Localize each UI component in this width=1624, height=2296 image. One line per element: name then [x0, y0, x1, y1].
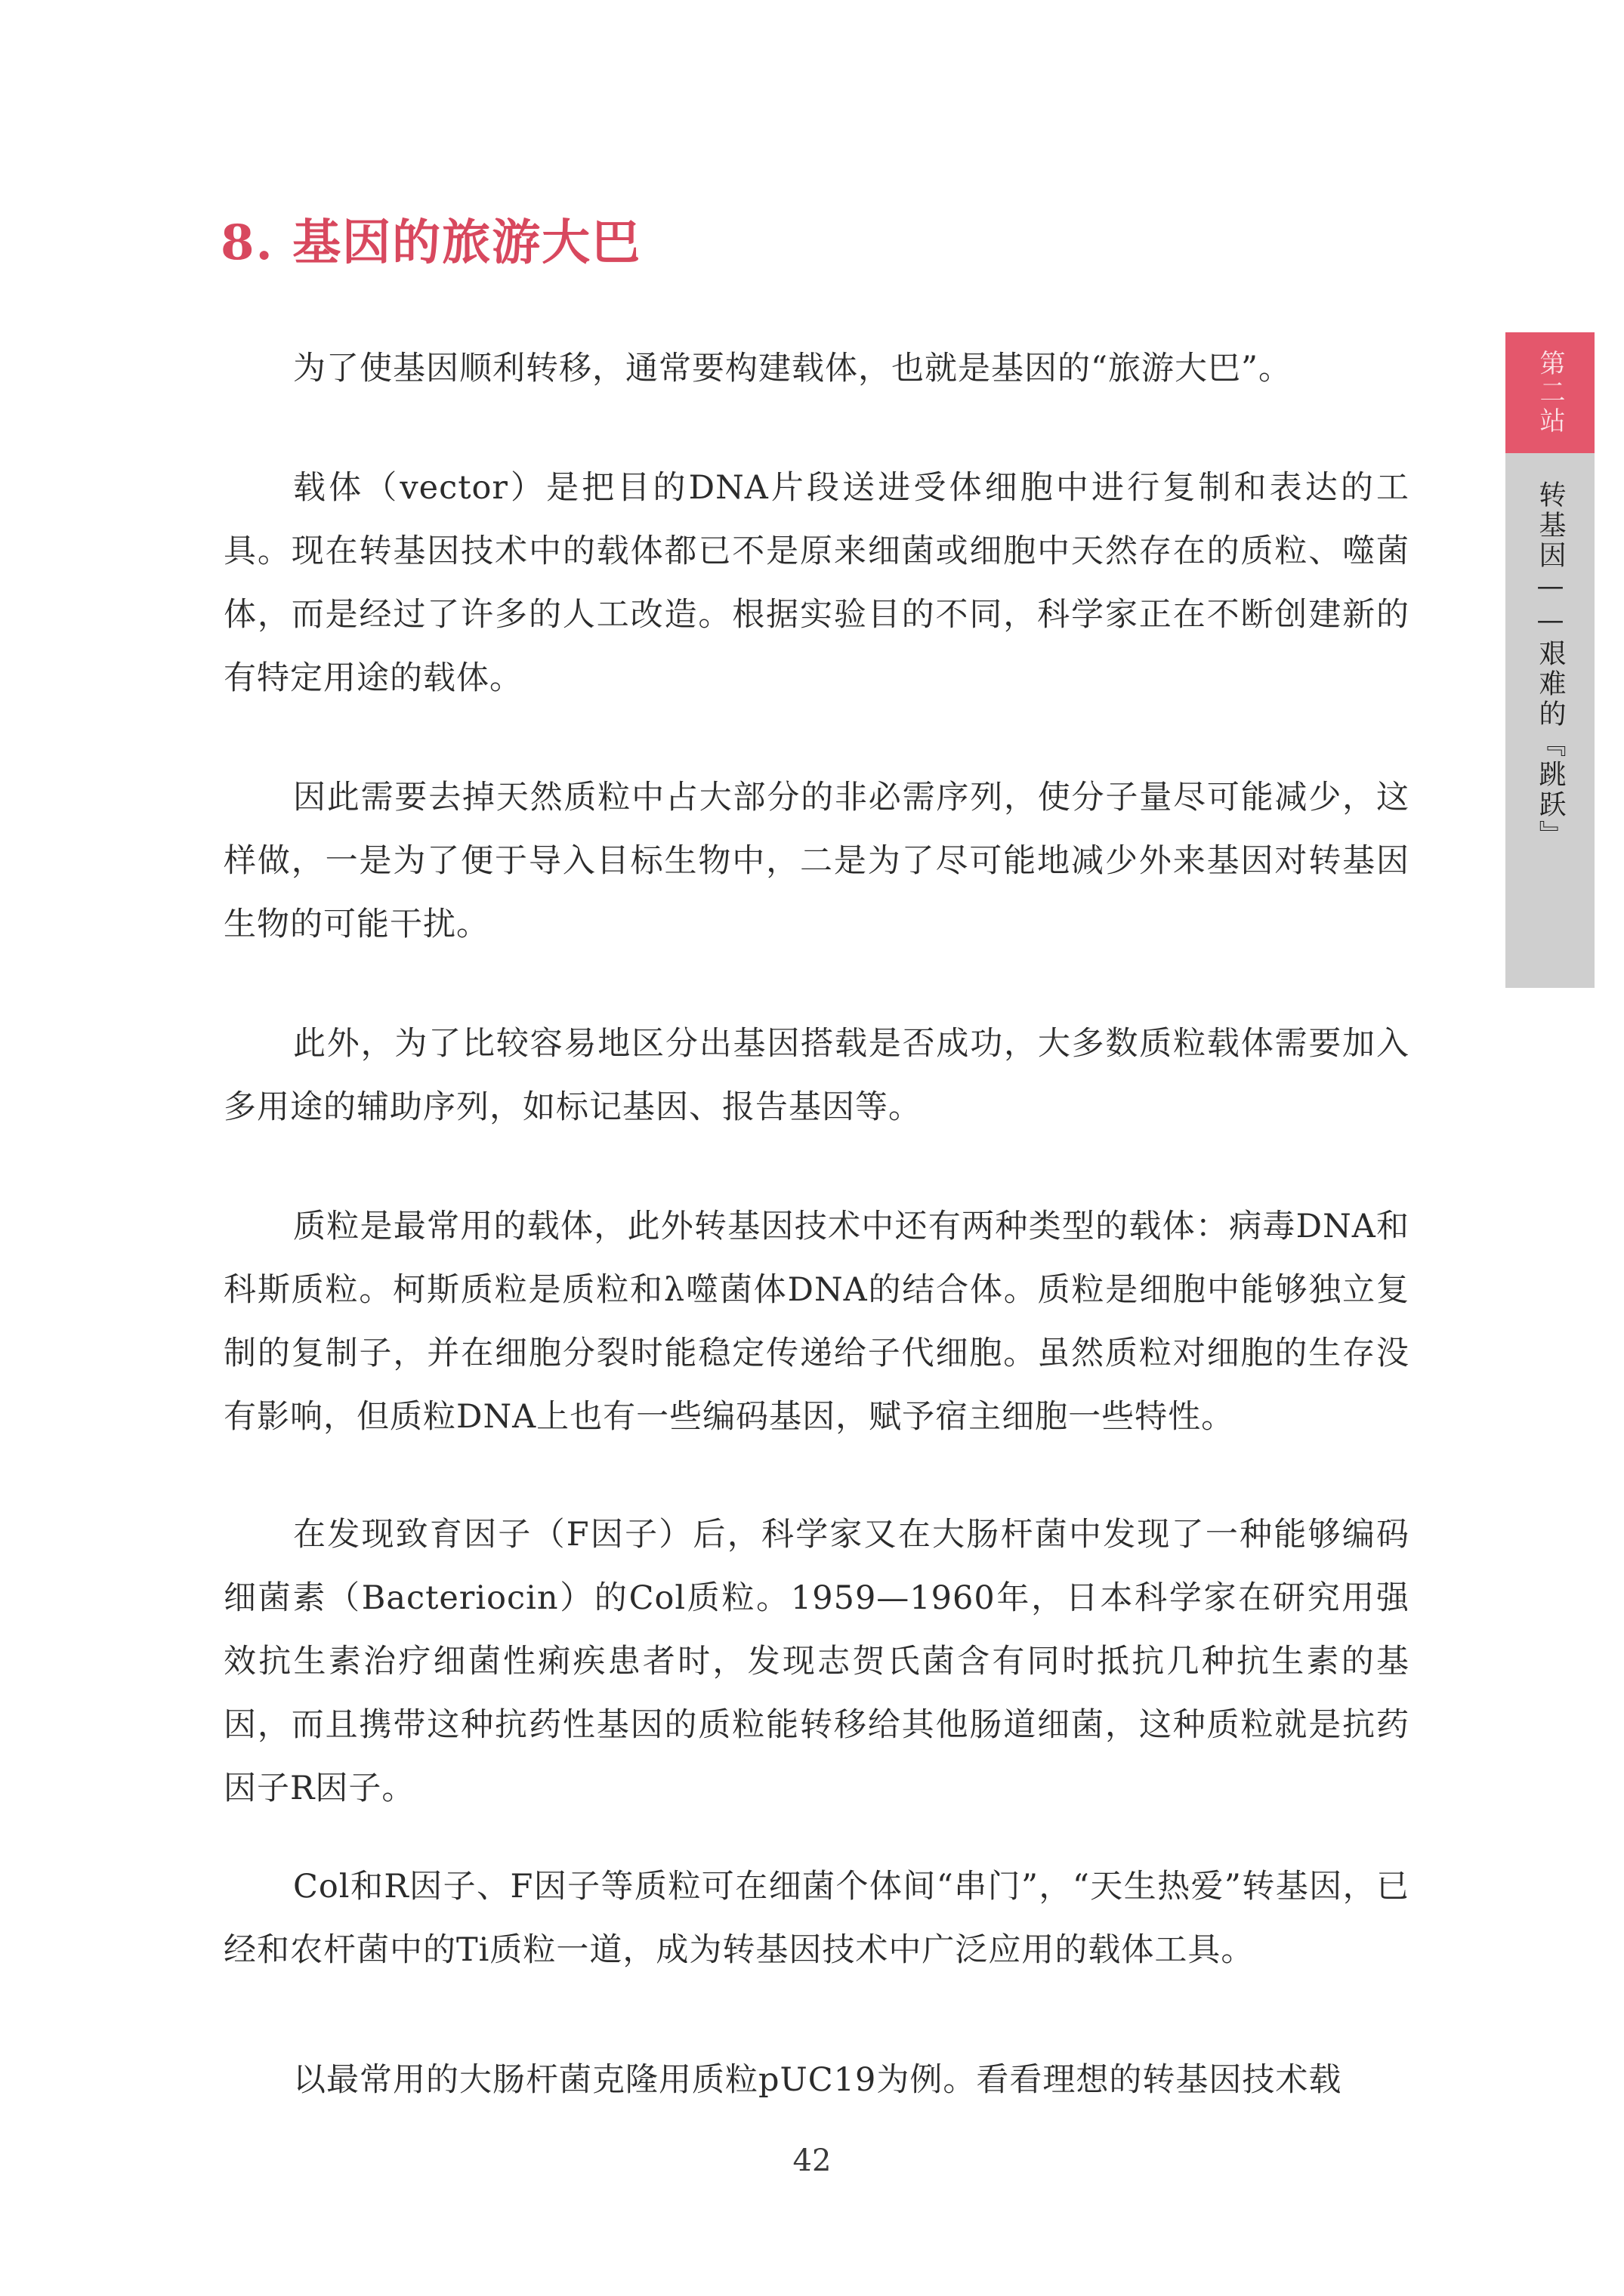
paragraph-6: 在发现致育因子（F因子）后，科学家又在大肠杆菌中发现了一种能够编码细菌素（Bacteriocin）的Col质粒。1959—1960年，日本科学家在研究用强效抗生素治疗细菌性痢疾患者时，发现志贺氏菌含有同时抵抗几种抗生素的基因，而且携带这种抗药性基因的质粒能转移给其他肠道细菌，这种质粒就是抗药因子R因子。: [224, 1516, 1409, 1807]
section-title: 8. 基因的旅游大巴: [221, 214, 642, 271]
paragraph-7: Col和R因子、F因子等质粒可在细菌个体间“串门”，“天生热爱”转基因，已经和农杆菌中的Ti质粒一道，成为转基因技术中广泛应用的载体工具。: [224, 1868, 1409, 1969]
chapter-side-tab: [1505, 332, 1595, 1101]
paragraph-4: 此外，为了比较容易地区分出基因搭载是否成功，大多数质粒载体需要加入多用途的辅助序列，如标记基因、报告基因等。: [224, 1025, 1409, 1126]
paragraph-1: 为了使基因顺利转移，通常要构建载体，也就是基因的“旅游大巴”。: [293, 350, 1292, 387]
paragraph-5: 质粒是最常用的载体，此外转基因技术中还有两种类型的载体：病毒DNA和科斯质粒。柯斯质粒是质粒和λ噬菌体DNA的结合体。质粒是细胞中能够独立复制的复制子，并在细胞分裂时能稳定传递给子代细胞。虽然质粒对细胞的生存没有影响，但质粒DNA上也有一些编码基因，赋予宿主细胞一些特性。: [224, 1208, 1409, 1436]
station-label: 第二站: [1535, 350, 1565, 436]
chapter-title: 转基因——艰难的『跳跃』: [1535, 480, 1566, 850]
station-label-box: [1505, 332, 1595, 453]
chapter-title-box: [1505, 453, 1595, 988]
paragraph-2: 载体（vector）是把目的DNA片段送进受体细胞中进行复制和表达的工具。现在转基因技术中的载体都已不是原来细菌或细胞中天然存在的质粒、噬菌体，而是经过了许多的人工改造。根据实验目的不同，科学家正在不断创建新的有特定用途的载体。: [224, 469, 1409, 697]
paragraph-3: 因此需要去掉天然质粒中占大部分的非必需序列，使分子量尽可能减少，这样做，一是为了便于导入目标生物中，二是为了尽可能地减少外来基因对转基因生物的可能干扰。: [224, 779, 1409, 943]
paragraph-8: 以最常用的大肠杆菌克隆用质粒pUC19为例。看看理想的转基因技术载: [293, 2061, 1342, 2099]
page-number: 42: [792, 2143, 832, 2178]
